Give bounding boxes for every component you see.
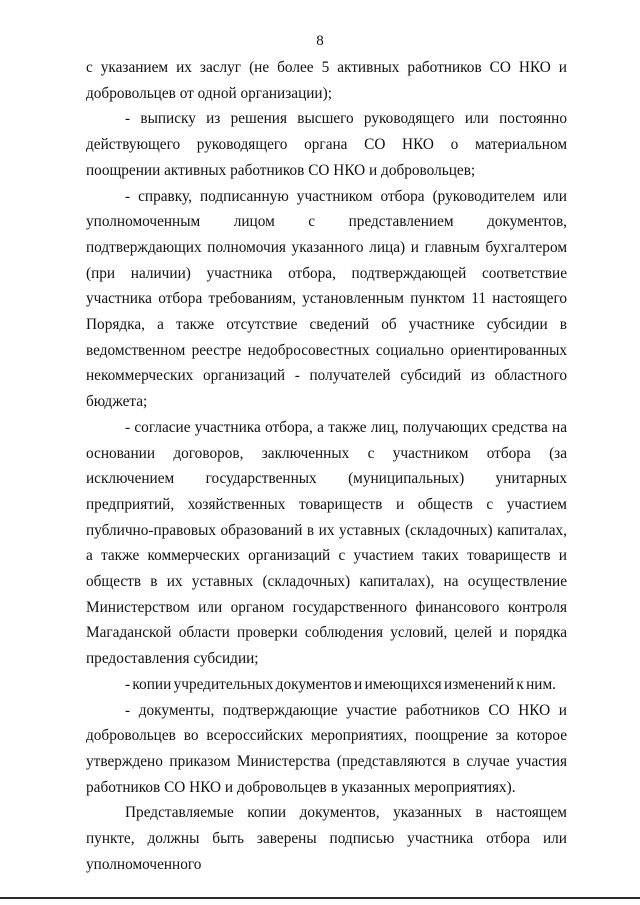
page-number: 8 (316, 33, 324, 49)
paragraph-board-decision-extract: - выписку из решения высшего руководящего или постоянно действующего руководящего органа СО НКО о материальном поощрении активных работников СО НКО и добровольцев; (86, 110, 567, 179)
paragraph-continuation: с указанием их заслуг (не более 5 активных работников СО НКО и добровольцев от одной организации); (86, 59, 567, 102)
paragraph-certified-copies: Представляемые копии документов, указанных в настоящем пункте, должны быть заверены подписью участника отбора или уполномоченного (86, 804, 567, 873)
paragraph-participation-documents: - документы, подтверждающие участие работников СО НКО и добровольцев во всероссийских мероприятиях, поощрение за которое утверждено приказом Министерства (представляются в случае участия работников СО НКО и добровольцев в указанных мероприятиях). (86, 701, 567, 796)
paragraph-founding-documents: - копии учредительных документов и имеющихся изменений к ним. (125, 675, 556, 693)
paragraph-consent: - согласие участника отбора, а также лиц, получающих средства на основании договоров, заключенных с участником отбора (за исключением государственных (муниципальных) унитарных предприятий, хозяйственных товариществ и обществ с участием публично-правовых образований в их уставных (складочных) капиталах, а также коммерческих организаций с участием таких товариществ и обществ в их уставных (складочных) капиталах), на осуществление Министерством или органом государственного финансового контроля Магаданской области проверки соблюдения условий, целей и порядка предоставления субсидии; (86, 418, 567, 668)
document-body (86, 55, 567, 878)
paragraph-certificate: - справку, подписанную участником отбора (руководителем или уполномоченным лицом с представлением документов, подтверждающих полномочия указанного лица) и главным бухгалтером (при наличии) участника отбора, подтверждающей соответствие участника отбора требованиям, установленным пунктом 11 настоящего Порядка, а также отсутствие сведений об участнике субсидии в ведомственном реестре недобросовестных социально ориентированных некоммерческих организаций - получателей субсидий из областного бюджета; (86, 187, 567, 411)
bottom-edge-line (0, 897, 640, 899)
